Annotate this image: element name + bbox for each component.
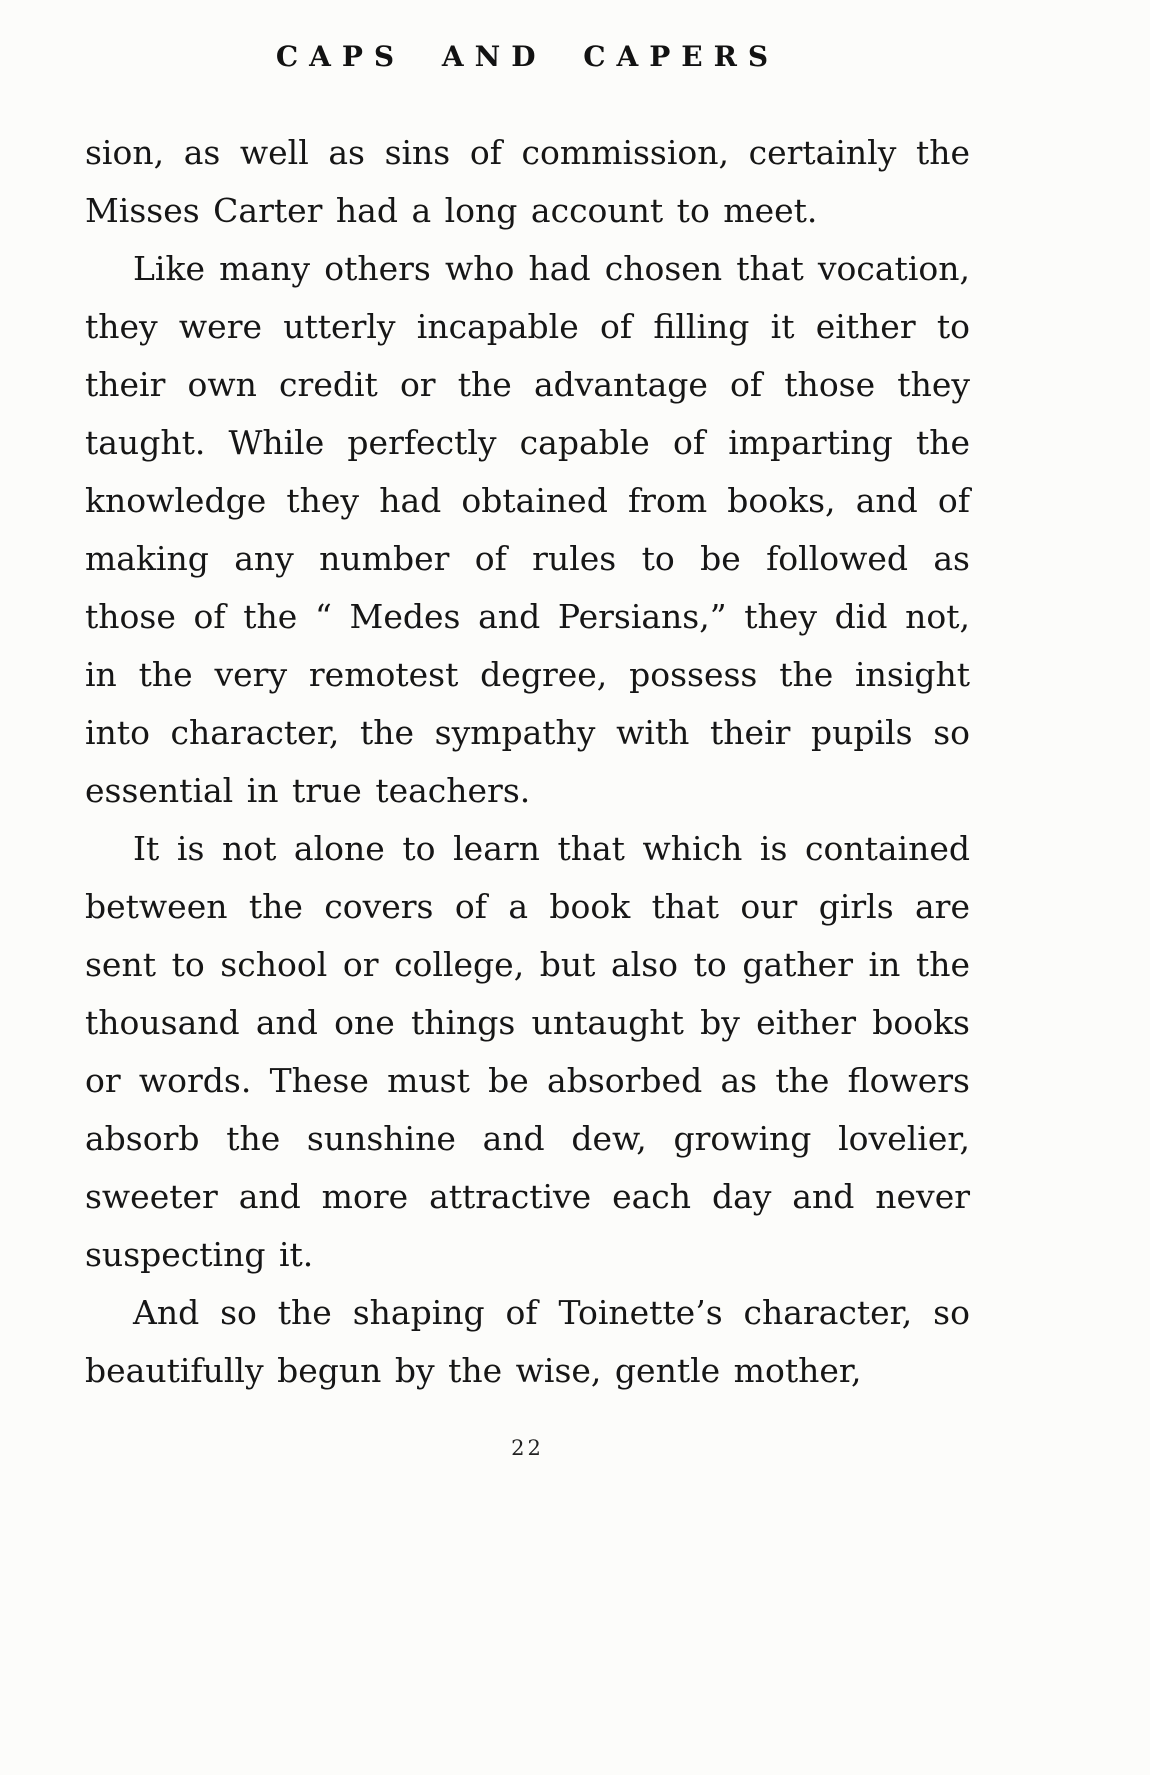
body-paragraph: And so the shaping of Toinette’s character, so beautifully begun by the wise, gentle mother,: [85, 1293, 970, 1390]
running-header: CAPS AND CAPERS: [275, 40, 780, 73]
body-paragraph: Like many others who had chosen that vocation, they were utterly incapable of filling it either to their own credit or the advantage of those they taught. While perfectly capable of imparting the knowledge they had obtained from books, and of making any number of rules to be followed as those of the “ Medes and Persians,” they did not, in the very remotest degree, possess the insight into character, the sympathy with their pupils so essential in true teachers.: [85, 249, 970, 810]
body-paragraph: It is not alone to learn that which is contained between the covers of a book that our girls are sent to school or college, but also to gather in the thousand and one things untaught by either books or words. These must be absorbed as the flowers absorb the sunshine and dew, growing lovelier, sweeter and more attractive each day and never suspecting it.: [85, 829, 970, 1274]
body-text: [85, 124, 970, 1400]
page-number: 22: [511, 1436, 544, 1460]
body-paragraph: sion, as well as sins of commission, certainly the Misses Carter had a long account to meet.: [85, 133, 970, 230]
